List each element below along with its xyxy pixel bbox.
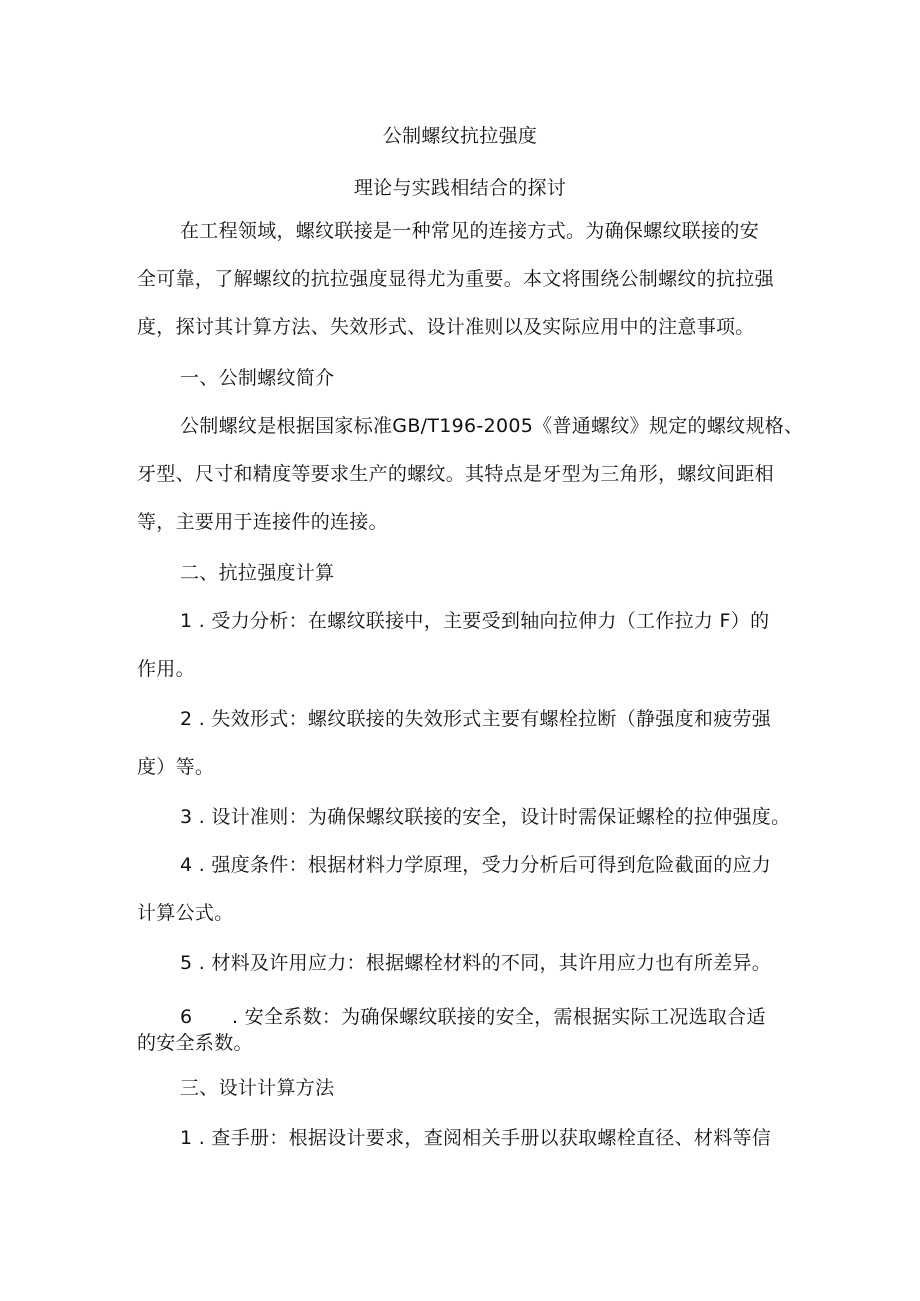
list-item-4: 4 . 强度条件：根据材料力学原理，受力分析后可得到危险截面的应力 <box>180 854 772 876</box>
list-item-2: 2 . 失效形式：螺纹联接的失效形式主要有螺栓拉断（静强度和疲劳强 <box>180 708 772 730</box>
document-title: 公制螺纹抗拉强度 <box>382 125 538 147</box>
section-heading-2: 二、抗拉强度计算 <box>180 562 335 584</box>
list-item-6-continuation: 的安全系数。 <box>137 1032 253 1054</box>
section1-paragraph-line: 牙型、尺寸和精度等要求生产的螺纹。其特点是牙型为三角形，螺纹间距相 <box>137 463 774 485</box>
section1-paragraph-line: 等，主要用于连接件的连接。 <box>137 511 388 533</box>
document-subtitle: 理论与实践相结合的探讨 <box>353 177 567 199</box>
intro-paragraph-line: 在工程领域，螺纹联接是一种常见的连接方式。为确保螺纹联接的安 <box>180 220 760 242</box>
list-item-1: 1 . 受力分析：在螺纹联接中，主要受到轴向拉伸力（工作拉力 F）的 <box>180 610 770 632</box>
list-item-5: 5 . 材料及许用应力：根据螺栓材料的不同，其许用应力也有所差异。 <box>180 952 772 974</box>
list-item-3: 3 . 设计准则：为确保螺纹联接的安全，设计时需保证螺栓的拉伸强度。 <box>180 806 791 828</box>
intro-paragraph-line: 度，探讨其计算方法、失效形式、设计准则以及实际应用中的注意事项。 <box>137 316 755 338</box>
list-item-1-continuation: 作用。 <box>137 658 195 680</box>
list-item-2-continuation: 度）等。 <box>137 756 215 778</box>
list-item-6-number: 6 <box>180 1006 193 1028</box>
section1-paragraph-line: 公制螺纹是根据国家标准GB/T196-2005《普通螺纹》规定的螺纹规格、 <box>180 415 804 437</box>
section3-list-item-1: 1 . 查手册：根据设计要求，查阅相关手册以获取螺栓直径、材料等信 <box>180 1127 772 1149</box>
list-item-4-continuation: 计算公式。 <box>137 902 234 924</box>
list-item-6: . 安全系数：为确保螺纹联接的安全，需根据实际工况选取合适 <box>232 1006 766 1028</box>
section-heading-3: 三、设计计算方法 <box>180 1077 335 1099</box>
section-heading-1: 一、公制螺纹简介 <box>180 367 335 389</box>
intro-paragraph-line: 全可靠，了解螺纹的抗拉强度显得尤为重要。本文将围绕公制螺纹的抗拉强 <box>137 268 774 290</box>
